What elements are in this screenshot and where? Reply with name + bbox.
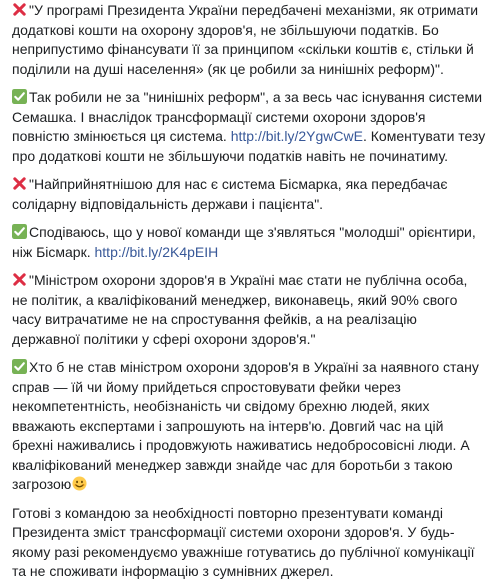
check-mark-icon [12, 89, 27, 104]
paragraph-text: "Міністром охорони здоров'я в Україні має стати не публічна особа, не політик, а кваліфікований менеджер, виконавець, який 90% свого часу витрачатиме не на спростування фейків, а на реалізацію державної політики у сфері охорони здоров'я." [12, 272, 468, 347]
paragraph-response-2 [12, 223, 486, 262]
paragraph-claim-1 [12, 1, 486, 79]
paragraph-text: Готові з командою за необхідності повторно презентувати команді Президента зміст трансформації системи охорони здоров'я. У будь-якому разі рекомендуємо уважніше готуватись до публічної комунікації та не споживати інформацію з сумнівних джерел. [12, 504, 475, 579]
paragraph-claim-3 [12, 271, 486, 349]
smiling-face-icon [72, 476, 87, 491]
paragraph-text: "Найприйнятнішою для нас є система Бісмарка, яка передбачає солідарну відповідальність держави і пацієнта". [12, 176, 448, 212]
paragraph-response-3 [12, 358, 486, 495]
cross-mark-icon [12, 2, 27, 17]
paragraph-response-1 [12, 88, 486, 166]
paragraph-claim-2 [12, 175, 486, 214]
bitly-link[interactable]: http://bit.ly/2K4pEIH [94, 243, 219, 260]
paragraph-text: Так робили не за "нинішніх реформ", а за весь час існування системи Семашка. І внаслідок трансформації системи охорони здоров'я повністю змінюється ця система. [12, 89, 483, 144]
paragraph-conclusion [12, 504, 486, 582]
paragraph-text: . Коментувати тезу про додаткові кошти не збільшуючи податків навіть не починатиму. [12, 128, 486, 164]
cross-mark-icon [12, 272, 27, 287]
paragraph-text: Сподіваюсь, що у нової команди ще з'являться "молодші" орієнтири, ніж Бісмарк. [12, 224, 476, 260]
check-mark-icon [12, 224, 27, 239]
check-mark-icon [12, 359, 27, 374]
paragraph-text: "У програмі Президента України передбачені механізми, як отримати додаткові кошти на охорону здоров'я, не збільшуючи податків. Бо неприпустимо фінансувати її за принципом «скільки коштів є, стільки й поділили на душі населення» (як це робили за нинішніх реформ)". [12, 2, 479, 77]
bitly-link[interactable]: http://bit.ly/2YgwCwE [230, 128, 363, 144]
cross-mark-icon [12, 176, 27, 191]
paragraph-text: Хто б не став міністром охорони здоров'я в Україні за наявного стану справ — їй чи йому прийдеться спростовувати фейки через некомпетентність, необізнаність чи свідому брехню людей, яких вважають експертами і запрошують на інтерв'ю. Довгий час на цій брехні наживались і продовжують наживатись недобросовісні люди. А кваліфікований менеджер завжди знайде час для боротьби з такою загрозою [12, 359, 479, 492]
